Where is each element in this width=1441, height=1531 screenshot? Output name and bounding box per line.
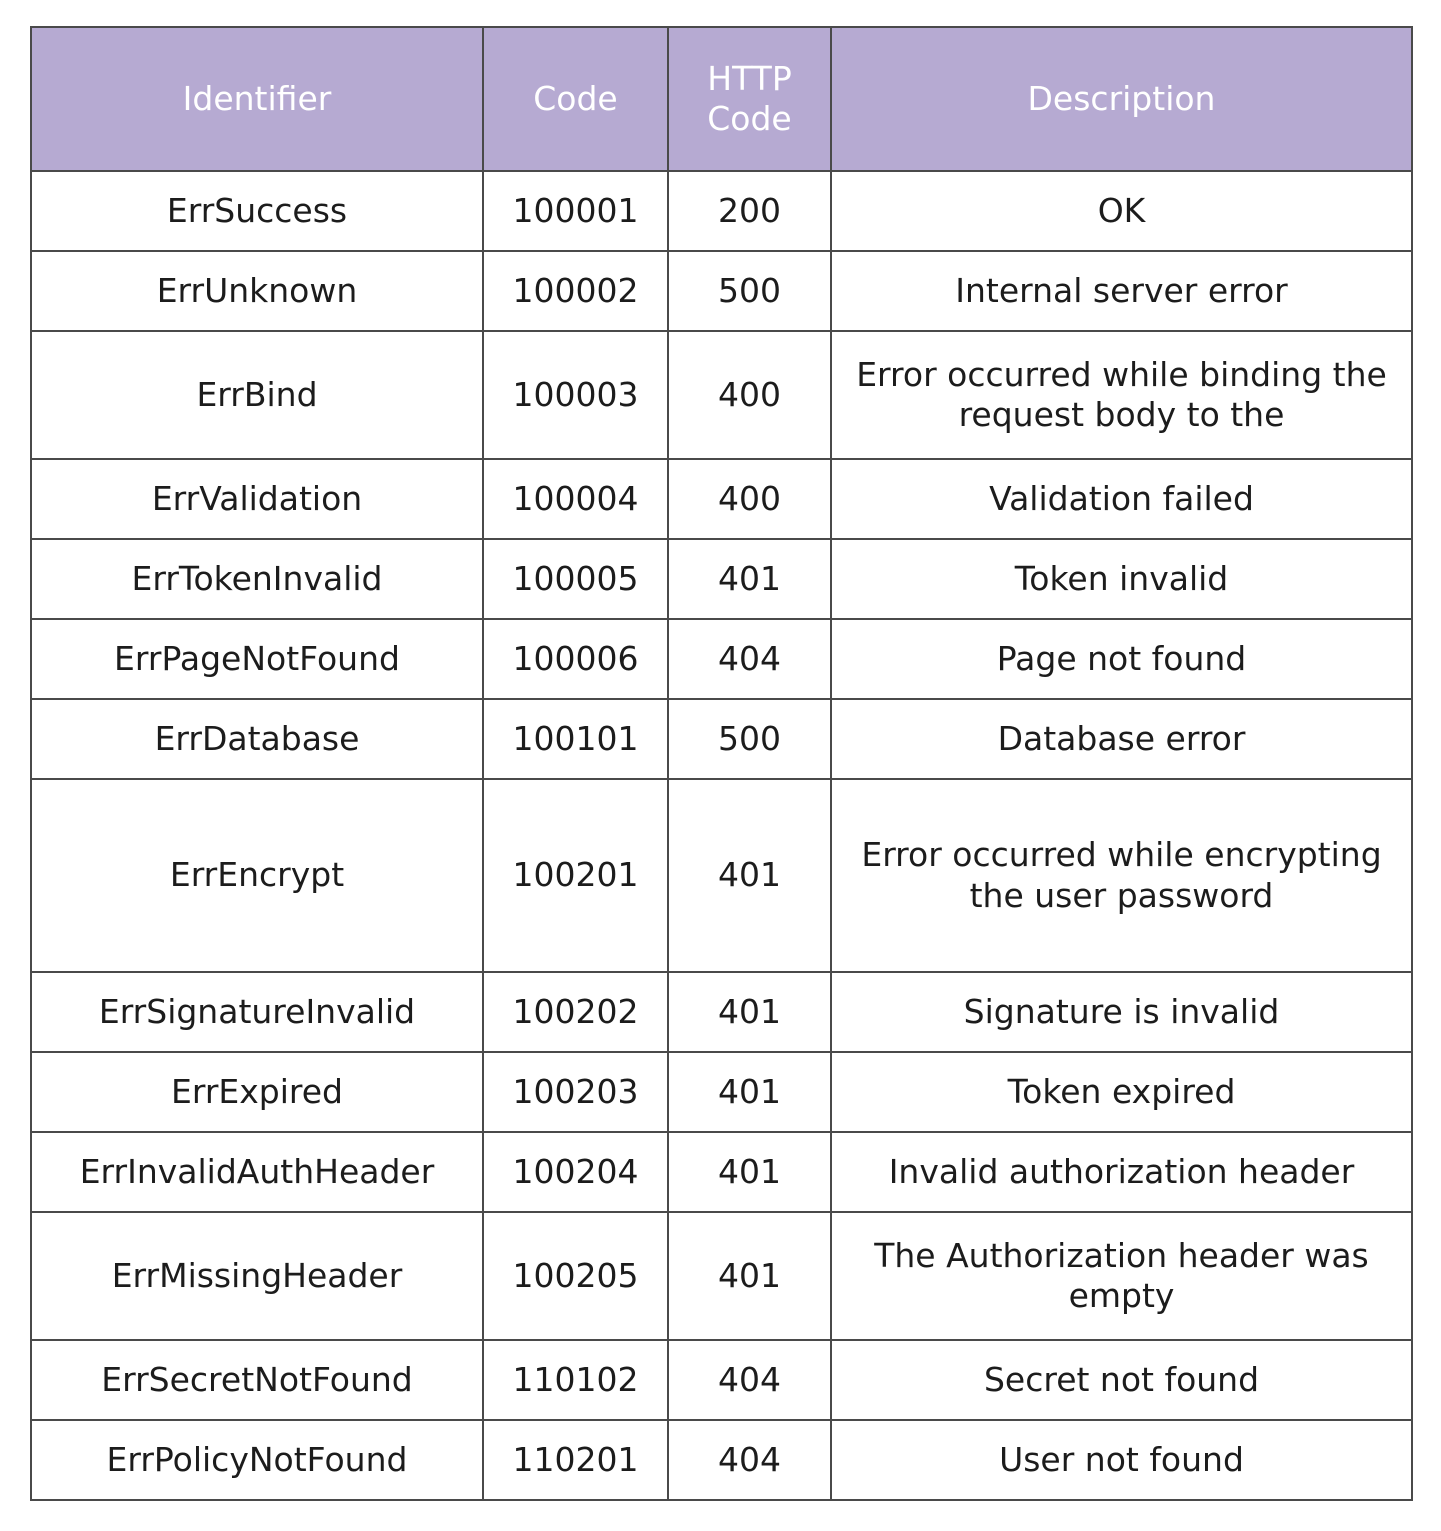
cell-identifier: ErrEncrypt (31, 779, 483, 972)
cell-identifier: ErrPageNotFound (31, 619, 483, 699)
cell-identifier: ErrSignatureInvalid (31, 972, 483, 1052)
cell-code: 100202 (483, 972, 668, 1052)
cell-identifier: ErrExpired (31, 1052, 483, 1132)
cell-http-code: 401 (668, 972, 831, 1052)
cell-description: Internal server error (831, 251, 1412, 331)
cell-code: 100005 (483, 539, 668, 619)
cell-description: Error occurred while binding the request body to the (831, 331, 1412, 459)
cell-http-code: 401 (668, 779, 831, 972)
cell-description: Database error (831, 699, 1412, 779)
table-row (31, 251, 1412, 331)
cell-code: 100101 (483, 699, 668, 779)
cell-identifier: ErrBind (31, 331, 483, 459)
table-row (31, 619, 1412, 699)
cell-http-code: 400 (668, 459, 831, 539)
table-row (31, 1420, 1412, 1500)
cell-http-code: 404 (668, 1420, 831, 1500)
cell-identifier: ErrSuccess (31, 171, 483, 251)
cell-code: 100201 (483, 779, 668, 972)
cell-code: 100205 (483, 1212, 668, 1340)
cell-identifier: ErrDatabase (31, 699, 483, 779)
cell-http-code: 401 (668, 1132, 831, 1212)
table-row (31, 972, 1412, 1052)
cell-http-code: 401 (668, 1052, 831, 1132)
cell-identifier: ErrMissingHeader (31, 1212, 483, 1340)
cell-code: 100002 (483, 251, 668, 331)
table-body (31, 171, 1412, 1500)
cell-description: OK (831, 171, 1412, 251)
table-row (31, 1340, 1412, 1420)
table-row (31, 779, 1412, 972)
cell-description: Secret not found (831, 1340, 1412, 1420)
cell-description: Token invalid (831, 539, 1412, 619)
cell-http-code: 401 (668, 1212, 831, 1340)
column-header-identifier: Identifier (31, 27, 483, 171)
cell-code: 100006 (483, 619, 668, 699)
table-row (31, 539, 1412, 619)
table-row (31, 331, 1412, 459)
table-row (31, 171, 1412, 251)
cell-description: Token expired (831, 1052, 1412, 1132)
cell-code: 100203 (483, 1052, 668, 1132)
cell-code: 110201 (483, 1420, 668, 1500)
error-code-table (30, 26, 1413, 1501)
cell-code: 100001 (483, 171, 668, 251)
cell-identifier: ErrUnknown (31, 251, 483, 331)
table-row (31, 459, 1412, 539)
cell-http-code: 400 (668, 331, 831, 459)
cell-description: Page not found (831, 619, 1412, 699)
column-header-code: Code (483, 27, 668, 171)
cell-identifier: ErrPolicyNotFound (31, 1420, 483, 1500)
cell-http-code: 401 (668, 539, 831, 619)
table-header-row (31, 27, 1412, 171)
cell-description: Invalid authorization header (831, 1132, 1412, 1212)
column-header-http-code: HTTP Code (668, 27, 831, 171)
cell-description: User not found (831, 1420, 1412, 1500)
cell-identifier: ErrInvalidAuthHeader (31, 1132, 483, 1212)
cell-http-code: 500 (668, 251, 831, 331)
cell-code: 100204 (483, 1132, 668, 1212)
cell-identifier: ErrValidation (31, 459, 483, 539)
cell-http-code: 404 (668, 619, 831, 699)
table-row (31, 1132, 1412, 1212)
cell-description: Signature is invalid (831, 972, 1412, 1052)
table-row (31, 699, 1412, 779)
cell-description: The Authorization header was empty (831, 1212, 1412, 1340)
cell-http-code: 404 (668, 1340, 831, 1420)
cell-code: 100004 (483, 459, 668, 539)
table-header (31, 27, 1412, 171)
cell-identifier: ErrTokenInvalid (31, 539, 483, 619)
table-row (31, 1212, 1412, 1340)
cell-http-code: 200 (668, 171, 831, 251)
cell-http-code: 500 (668, 699, 831, 779)
cell-identifier: ErrSecretNotFound (31, 1340, 483, 1420)
table-row (31, 1052, 1412, 1132)
cell-description: Validation failed (831, 459, 1412, 539)
cell-description: Error occurred while encrypting the user password (831, 779, 1412, 972)
cell-code: 100003 (483, 331, 668, 459)
cell-code: 110102 (483, 1340, 668, 1420)
column-header-description: Description (831, 27, 1412, 171)
